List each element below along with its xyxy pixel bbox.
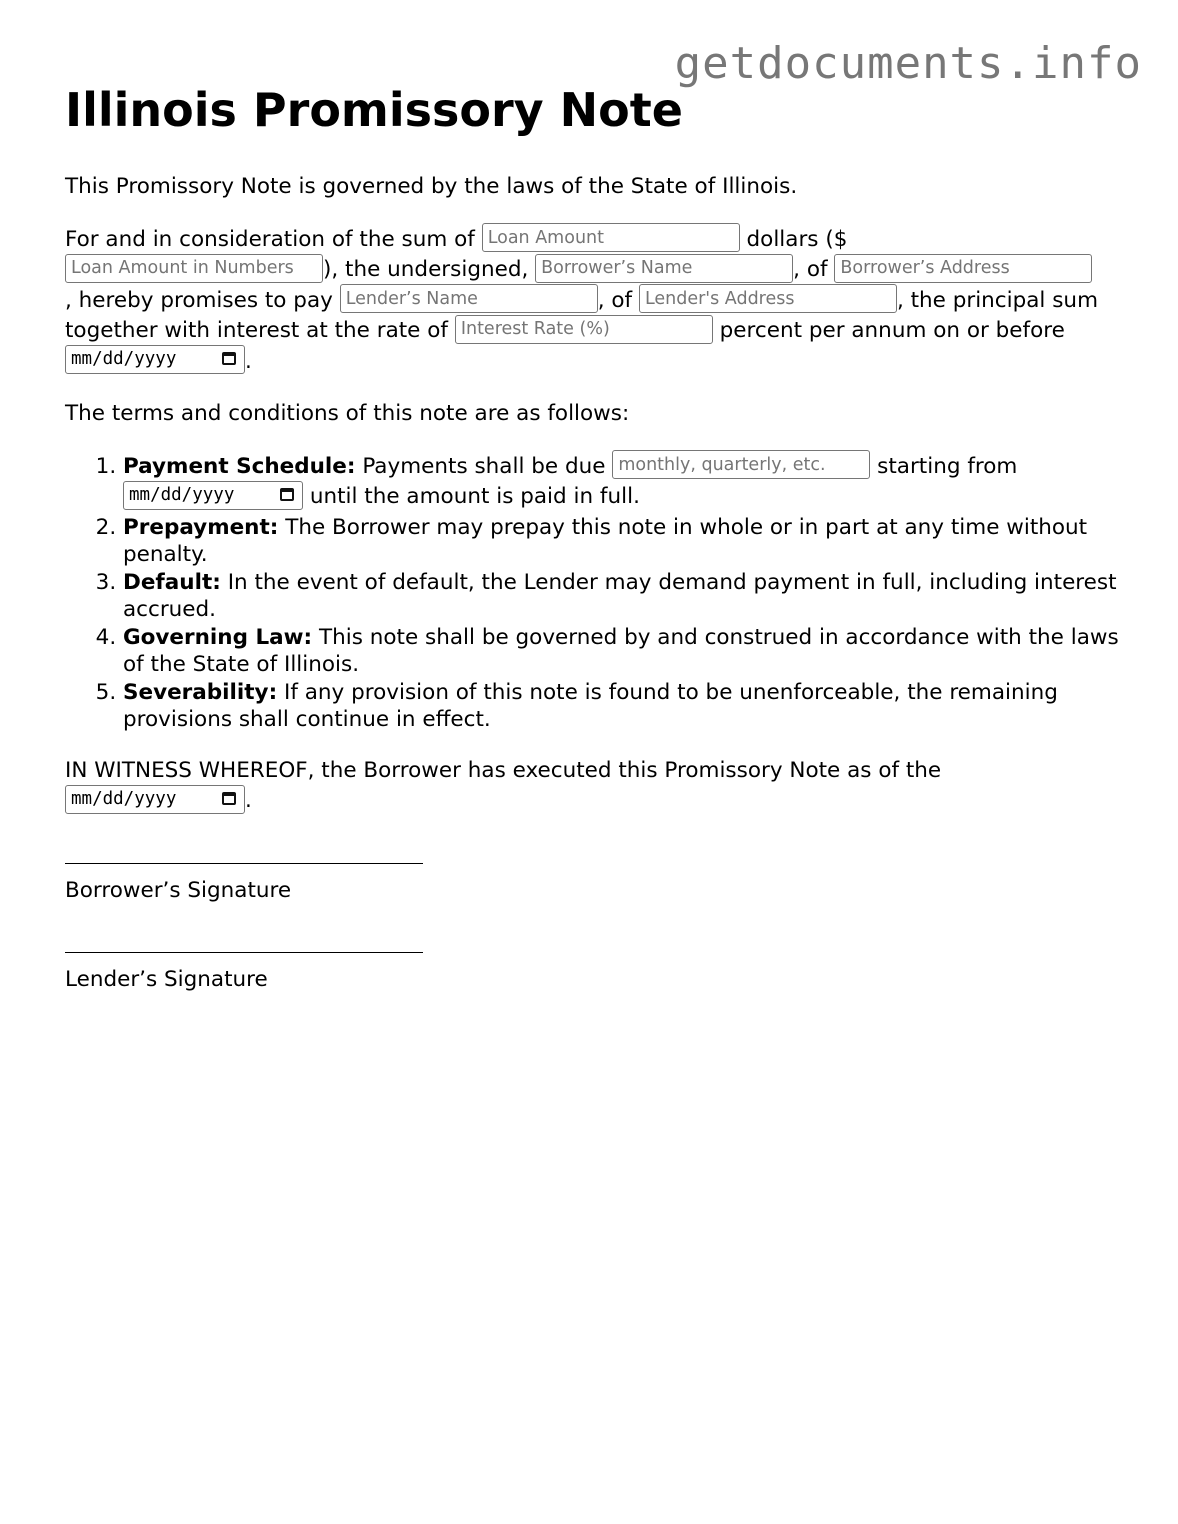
calendar-icon[interactable] (222, 352, 236, 365)
witness-end: . (245, 788, 252, 813)
consideration-text-1: For and in consideration of the sum of (65, 226, 475, 252)
term-text: This note shall be governed by and construed in accordance with the laws of the State of Illinois. (123, 624, 1119, 677)
loan-amount-numbers-input[interactable] (65, 254, 323, 283)
calendar-icon[interactable] (222, 792, 236, 805)
term-heading: Prepayment: (123, 514, 279, 540)
term-text: The Borrower may prepay this note in whole or in part at any time without penalty. (123, 514, 1088, 567)
borrower-name-input[interactable] (535, 254, 793, 283)
term-heading: Governing Law: (123, 624, 313, 650)
consideration-text-6: , of (597, 287, 633, 313)
term-text: In the event of default, the Lender may demand payment in full, including interest accrued. (123, 569, 1117, 622)
consideration-text-3: ), the undersigned, (323, 257, 529, 282)
watermark: getdocuments.info (674, 38, 1142, 89)
witness-date-input[interactable] (65, 785, 245, 814)
consideration-text-2: dollars ($ (746, 226, 848, 252)
terms-list (65, 452, 1125, 734)
payment-frequency-input[interactable] (612, 450, 870, 479)
consideration-text-7: , the principal sum together with interest at the rate of (65, 287, 1099, 343)
start-date-value: mm/dd/yyyy (129, 484, 235, 505)
lender-signature-line (65, 932, 423, 953)
term-text: If any provision of this note is found to be unenforceable, the remaining provisions shall continue in effect. (123, 679, 1058, 732)
term-heading: Severability: (123, 679, 278, 705)
lender-signature-label: Lender’s Signature (65, 966, 268, 992)
witness-text: IN WITNESS WHEREOF, the Borrower has executed this Promissory Note as of the (65, 757, 942, 783)
term-prepayment (123, 514, 1125, 569)
interest-rate-input[interactable] (455, 315, 713, 344)
term-payment-schedule (123, 452, 1125, 513)
term-heading: Payment Schedule: (123, 453, 356, 479)
due-date-value: mm/dd/yyyy (71, 349, 177, 369)
due-date-input[interactable] (65, 345, 245, 374)
term-default (123, 569, 1125, 624)
term-heading: Default: (123, 569, 221, 595)
borrower-signature-label: Borrower’s Signature (65, 877, 292, 903)
loan-amount-input[interactable] (482, 223, 740, 252)
consideration-text-5: , hereby promises to pay (65, 287, 333, 313)
lender-address-input[interactable] (639, 284, 897, 313)
term-text: starting from (877, 453, 1018, 479)
intro-paragraph: This Promissory Note is governed by the laws of the State of Illinois. (65, 174, 798, 199)
start-date-input[interactable] (123, 481, 303, 510)
consideration-paragraph (65, 225, 1125, 378)
consideration-text-8: percent per annum on or before (719, 318, 1065, 343)
term-severability (123, 679, 1125, 734)
witness-paragraph (65, 756, 1125, 817)
terms-intro: The terms and conditions of this note are as follows: (65, 401, 630, 426)
consideration-text-9: . (245, 348, 252, 374)
consideration-text-4: , of (793, 257, 828, 282)
term-governing-law (123, 624, 1125, 679)
witness-date-value: mm/dd/yyyy (71, 788, 177, 809)
calendar-icon[interactable] (280, 488, 294, 501)
borrower-address-input[interactable] (834, 254, 1092, 283)
term-text: until the amount is paid in full. (309, 484, 640, 509)
page-title: Illinois Promissory Note (65, 83, 683, 137)
term-text: Payments shall be due (362, 453, 606, 479)
document-page (65, 80, 1125, 1015)
borrower-signature-line (65, 843, 423, 864)
lender-name-input[interactable] (340, 284, 598, 313)
